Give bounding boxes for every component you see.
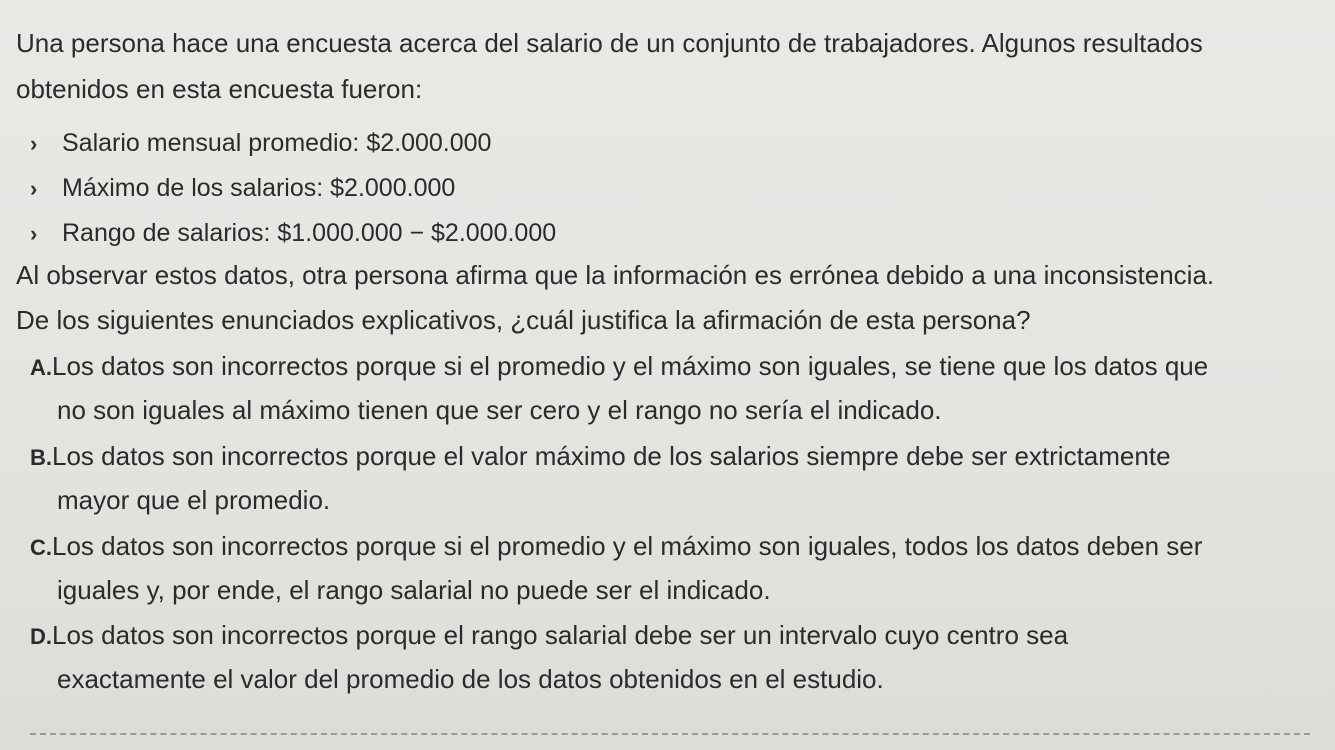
bullet-item (30, 129, 491, 158)
option-b[interactable] (30, 443, 1171, 469)
option-text-line-2: exactamente el valor del promedio de los datos obtenidos en el estudio. (57, 664, 884, 694)
bullet-text: Rango de salarios: $1.000.000 − $2.000.000 (62, 219, 557, 247)
option-text-line-1: Los datos son incorrectos porque el valor máximo de los salarios siempre debe ser extrictamente (52, 441, 1171, 471)
question-line-1: Al observar estos datos, otra persona afirma que la información es errónea debido a una inconsistencia. (16, 260, 1215, 290)
question-line-2: De los siguientes enunciados explicativos, ¿cuál justifica la afirmación de esta persona? (16, 305, 1031, 335)
option-c[interactable] (30, 533, 1202, 559)
option-letter: A. (30, 355, 52, 380)
chevron-right-icon: › (30, 176, 38, 201)
intro-line-2: obtenidos en esta encuesta fueron: (16, 74, 423, 104)
dashed-divider (30, 733, 1310, 735)
bullet-item (30, 174, 455, 203)
option-text-line-2: no son iguales al máximo tienen que ser cero y el rango no sería el indicado. (57, 395, 942, 425)
bullet-text: Máximo de los salarios: $2.000.000 (62, 174, 456, 202)
option-letter: B. (30, 445, 52, 470)
option-d[interactable] (30, 622, 1068, 648)
option-text-line-1: Los datos son incorrectos porque si el promedio y el máximo son iguales, se tiene que los datos que (52, 351, 1209, 381)
option-a[interactable] (30, 353, 1208, 379)
option-text-line-1: Los datos son incorrectos porque el rango salarial debe ser un intervalo cuyo centro sea (52, 620, 1069, 650)
bullet-text: Salario mensual promedio: $2.000.000 (62, 129, 492, 157)
bullet-item (30, 219, 556, 248)
option-text-line-1: Los datos son incorrectos porque si el promedio y el máximo son iguales, todos los datos deben ser (52, 531, 1203, 561)
option-text-line-2: mayor que el promedio. (57, 485, 331, 515)
option-letter: D. (30, 624, 52, 649)
intro-line-1: Una persona hace una encuesta acerca del salario de un conjunto de trabajadores. Algunos resultados (16, 28, 1203, 58)
option-letter: C. (30, 535, 52, 560)
chevron-right-icon: › (30, 131, 38, 156)
chevron-right-icon: › (30, 221, 38, 246)
option-text-line-2: iguales y, por ende, el rango salarial no puede ser el indicado. (57, 575, 771, 605)
